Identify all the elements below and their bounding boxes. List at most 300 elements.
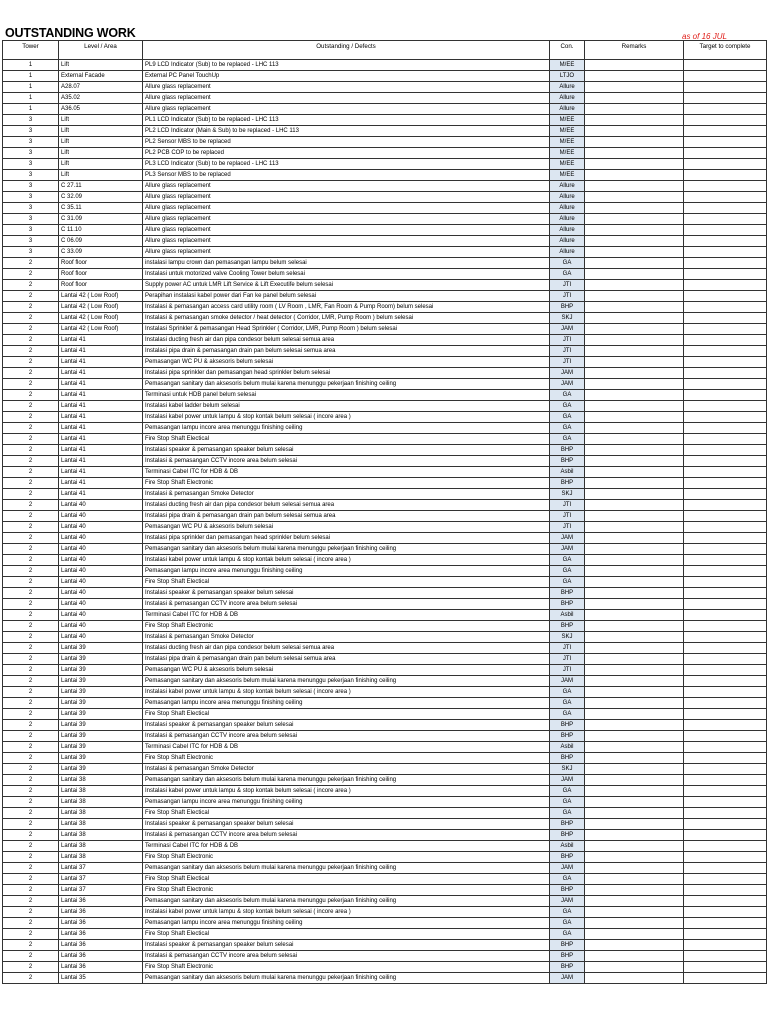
remarks-cell[interactable] (585, 478, 684, 489)
remarks-cell[interactable] (585, 390, 684, 401)
outstanding-cell[interactable]: Perapihan instalasi kabel power dari Fan ke panel belum selesai (143, 291, 550, 302)
tower-cell[interactable]: 2 (3, 929, 59, 940)
tower-cell[interactable]: 2 (3, 764, 59, 775)
level-area-cell[interactable]: Lantai 36 (59, 940, 143, 951)
con-cell[interactable]: LTJO (550, 71, 585, 82)
remarks-cell[interactable] (585, 401, 684, 412)
remarks-cell[interactable] (585, 665, 684, 676)
level-area-cell[interactable]: Lantai 40 (59, 621, 143, 632)
remarks-cell[interactable] (585, 302, 684, 313)
con-cell[interactable]: JTI (550, 522, 585, 533)
tower-cell[interactable]: 2 (3, 544, 59, 555)
con-cell[interactable]: Allure (550, 225, 585, 236)
con-cell[interactable]: GA (550, 269, 585, 280)
target-cell[interactable] (684, 786, 767, 797)
remarks-cell[interactable] (585, 555, 684, 566)
outstanding-cell[interactable]: Instalasi kabel power untuk lampu & stop kontak belum selesai ( incore area ) (143, 412, 550, 423)
tower-cell[interactable]: 2 (3, 621, 59, 632)
remarks-cell[interactable] (585, 511, 684, 522)
level-area-cell[interactable]: Lantai 39 (59, 643, 143, 654)
target-cell[interactable] (684, 192, 767, 203)
target-cell[interactable] (684, 93, 767, 104)
remarks-cell[interactable] (585, 434, 684, 445)
target-cell[interactable] (684, 302, 767, 313)
level-area-cell[interactable]: C 31.09 (59, 214, 143, 225)
tower-cell[interactable]: 2 (3, 511, 59, 522)
con-cell[interactable]: GA (550, 907, 585, 918)
con-cell[interactable]: JAM (550, 368, 585, 379)
outstanding-cell[interactable]: Instalasi & pemasangan CCTV incore area belum selesai (143, 456, 550, 467)
outstanding-cell[interactable]: Fire Stop Shaft Electical (143, 874, 550, 885)
remarks-cell[interactable] (585, 148, 684, 159)
target-cell[interactable] (684, 544, 767, 555)
outstanding-cell[interactable]: Fire Stop Shaft Electical (143, 808, 550, 819)
level-area-cell[interactable]: Lift (59, 126, 143, 137)
con-cell[interactable]: SKJ (550, 632, 585, 643)
level-area-cell[interactable]: Lantai 36 (59, 929, 143, 940)
con-cell[interactable]: GA (550, 434, 585, 445)
tower-cell[interactable]: 3 (3, 214, 59, 225)
tower-cell[interactable]: 2 (3, 698, 59, 709)
level-area-cell[interactable]: Roof floor (59, 280, 143, 291)
tower-cell[interactable]: 1 (3, 104, 59, 115)
target-cell[interactable] (684, 929, 767, 940)
target-cell[interactable] (684, 687, 767, 698)
tower-cell[interactable]: 2 (3, 533, 59, 544)
con-cell[interactable]: GA (550, 698, 585, 709)
con-cell[interactable]: Allure (550, 93, 585, 104)
target-cell[interactable] (684, 357, 767, 368)
target-cell[interactable] (684, 291, 767, 302)
con-cell[interactable]: BHP (550, 445, 585, 456)
target-cell[interactable] (684, 566, 767, 577)
con-cell[interactable]: GA (550, 555, 585, 566)
outstanding-cell[interactable]: Instalasi & pemasangan CCTV incore area belum selesai (143, 951, 550, 962)
con-cell[interactable]: JTI (550, 335, 585, 346)
target-cell[interactable] (684, 412, 767, 423)
tower-cell[interactable]: 2 (3, 918, 59, 929)
outstanding-cell[interactable]: Instalasi & pemasangan access card utility room ( LV Room , LMR, Fan Room & Pump Room) belum selesai (143, 302, 550, 313)
level-area-cell[interactable]: Lantai 41 (59, 434, 143, 445)
tower-cell[interactable]: 2 (3, 291, 59, 302)
con-cell[interactable]: Allure (550, 236, 585, 247)
level-area-cell[interactable]: Lift (59, 60, 143, 71)
tower-cell[interactable]: 2 (3, 720, 59, 731)
outstanding-cell[interactable]: PL2 PCB COP to be replaced (143, 148, 550, 159)
tower-cell[interactable]: 3 (3, 115, 59, 126)
outstanding-cell[interactable]: Fire Stop Shaft Electical (143, 929, 550, 940)
tower-cell[interactable]: 2 (3, 687, 59, 698)
outstanding-cell[interactable]: Instalasi & pemasangan CCTV incore area belum selesai (143, 731, 550, 742)
outstanding-cell[interactable]: Allure glass replacement (143, 214, 550, 225)
tower-cell[interactable]: 2 (3, 588, 59, 599)
tower-cell[interactable]: 2 (3, 456, 59, 467)
tower-cell[interactable]: 2 (3, 489, 59, 500)
tower-cell[interactable]: 2 (3, 390, 59, 401)
target-cell[interactable] (684, 126, 767, 137)
outstanding-cell[interactable]: Fire Stop Shaft Electronic (143, 753, 550, 764)
target-cell[interactable] (684, 533, 767, 544)
tower-cell[interactable]: 2 (3, 885, 59, 896)
level-area-cell[interactable]: Lantai 37 (59, 885, 143, 896)
con-cell[interactable]: JAM (550, 863, 585, 874)
tower-cell[interactable]: 3 (3, 137, 59, 148)
outstanding-cell[interactable]: Pemasangan sanitary dan aksesoris belum mulai karena menunggu pekerjaan finishing ceiling (143, 775, 550, 786)
target-cell[interactable] (684, 379, 767, 390)
level-area-cell[interactable]: Lantai 36 (59, 951, 143, 962)
remarks-cell[interactable] (585, 852, 684, 863)
tower-cell[interactable]: 3 (3, 247, 59, 258)
con-cell[interactable]: BHP (550, 962, 585, 973)
remarks-cell[interactable] (585, 115, 684, 126)
remarks-cell[interactable] (585, 291, 684, 302)
target-cell[interactable] (684, 104, 767, 115)
con-cell[interactable]: M/EE (550, 60, 585, 71)
remarks-cell[interactable] (585, 159, 684, 170)
level-area-cell[interactable]: Lantai 40 (59, 577, 143, 588)
con-cell[interactable]: JAM (550, 324, 585, 335)
level-area-cell[interactable]: Lantai 39 (59, 742, 143, 753)
remarks-cell[interactable] (585, 335, 684, 346)
con-cell[interactable]: GA (550, 918, 585, 929)
tower-cell[interactable]: 2 (3, 258, 59, 269)
level-area-cell[interactable]: Lantai 41 (59, 423, 143, 434)
con-cell[interactable]: Asbil (550, 610, 585, 621)
level-area-cell[interactable]: Lantai 41 (59, 390, 143, 401)
level-area-cell[interactable]: Lift (59, 137, 143, 148)
outstanding-cell[interactable]: Pemasangan sanitary dan aksesoris belum mulai karena menunggu pekerjaan finishing ceiling (143, 896, 550, 907)
con-cell[interactable]: JAM (550, 775, 585, 786)
tower-cell[interactable]: 2 (3, 379, 59, 390)
con-cell[interactable]: JTI (550, 500, 585, 511)
remarks-cell[interactable] (585, 522, 684, 533)
remarks-cell[interactable] (585, 841, 684, 852)
remarks-cell[interactable] (585, 742, 684, 753)
tower-cell[interactable]: 2 (3, 478, 59, 489)
outstanding-cell[interactable]: Instalasi & pemasangan smoke detector / heat detector ( Corridor, LMR, Pump Room ) belum selesai (143, 313, 550, 324)
remarks-cell[interactable] (585, 940, 684, 951)
outstanding-cell[interactable]: Instalasi & pemasangan CCTV incore area belum selesai (143, 599, 550, 610)
con-cell[interactable]: Allure (550, 82, 585, 93)
con-cell[interactable]: Allure (550, 104, 585, 115)
outstanding-cell[interactable]: PL9 LCD Indicator (Sub) to be replaced - LHC 113 (143, 60, 550, 71)
con-cell[interactable]: M/EE (550, 115, 585, 126)
outstanding-cell[interactable]: Instalasi pipa sprinkler dan pemasangan head sprinkler belum selesai (143, 533, 550, 544)
outstanding-cell[interactable]: Supply power AC untuk LMR Lift Service & Lift Executife belum selesai (143, 280, 550, 291)
outstanding-cell[interactable]: Pemasangan WC PU & aksesoris belum selesai (143, 357, 550, 368)
remarks-cell[interactable] (585, 973, 684, 984)
remarks-cell[interactable] (585, 654, 684, 665)
remarks-cell[interactable] (585, 269, 684, 280)
outstanding-cell[interactable]: Instalasi speaker & pemasangan speaker belum selesai (143, 819, 550, 830)
con-cell[interactable]: SKJ (550, 489, 585, 500)
target-cell[interactable] (684, 159, 767, 170)
con-cell[interactable]: JTI (550, 280, 585, 291)
tower-cell[interactable]: 3 (3, 225, 59, 236)
remarks-cell[interactable] (585, 621, 684, 632)
tower-cell[interactable]: 2 (3, 786, 59, 797)
level-area-cell[interactable]: Lift (59, 148, 143, 159)
level-area-cell[interactable]: Lantai 36 (59, 962, 143, 973)
remarks-cell[interactable] (585, 929, 684, 940)
target-cell[interactable] (684, 401, 767, 412)
remarks-cell[interactable] (585, 830, 684, 841)
outstanding-cell[interactable]: Fire Stop Shaft Electronic (143, 621, 550, 632)
target-cell[interactable] (684, 720, 767, 731)
target-cell[interactable] (684, 577, 767, 588)
con-cell[interactable]: JAM (550, 544, 585, 555)
remarks-cell[interactable] (585, 610, 684, 621)
remarks-cell[interactable] (585, 643, 684, 654)
tower-cell[interactable]: 3 (3, 181, 59, 192)
level-area-cell[interactable]: A36.05 (59, 104, 143, 115)
level-area-cell[interactable]: Lantai 36 (59, 918, 143, 929)
outstanding-cell[interactable]: Instalasi kabel power untuk lampu & stop kontak belum selesai ( incore area ) (143, 907, 550, 918)
outstanding-cell[interactable]: Instalasi Sprinkler & pemasangan Head Sprinkler ( Corridor, LMR, Pump Room ) belum selesai (143, 324, 550, 335)
outstanding-cell[interactable]: Fire Stop Shaft Electronic (143, 852, 550, 863)
level-area-cell[interactable]: Roof floor (59, 258, 143, 269)
con-cell[interactable]: Allure (550, 192, 585, 203)
target-cell[interactable] (684, 973, 767, 984)
level-area-cell[interactable]: Lantai 41 (59, 346, 143, 357)
con-cell[interactable]: BHP (550, 599, 585, 610)
target-cell[interactable] (684, 764, 767, 775)
target-cell[interactable] (684, 467, 767, 478)
con-cell[interactable]: GA (550, 786, 585, 797)
tower-cell[interactable]: 3 (3, 236, 59, 247)
remarks-cell[interactable] (585, 214, 684, 225)
outstanding-cell[interactable]: Instalasi pipa sprinkler dan pemasangan head sprinkler belum selesai (143, 368, 550, 379)
con-cell[interactable]: Asbil (550, 467, 585, 478)
remarks-cell[interactable] (585, 467, 684, 478)
con-cell[interactable]: GA (550, 258, 585, 269)
remarks-cell[interactable] (585, 786, 684, 797)
outstanding-cell[interactable]: instalasi lampu crown dan pemasangan lampu belum selesai (143, 258, 550, 269)
target-cell[interactable] (684, 874, 767, 885)
outstanding-cell[interactable]: Pemasangan sanitary dan aksesoris belum mulai karena menunggu pekerjaan finishing ceiling (143, 544, 550, 555)
con-cell[interactable]: M/EE (550, 126, 585, 137)
level-area-cell[interactable]: Lantai 39 (59, 764, 143, 775)
outstanding-cell[interactable]: Instalasi & pemasangan CCTV incore area belum selesai (143, 830, 550, 841)
tower-cell[interactable]: 2 (3, 368, 59, 379)
target-cell[interactable] (684, 852, 767, 863)
remarks-cell[interactable] (585, 346, 684, 357)
tower-cell[interactable]: 1 (3, 93, 59, 104)
outstanding-cell[interactable]: Pemasangan lampu incore area menunggu finishing ceiling (143, 698, 550, 709)
tower-cell[interactable]: 2 (3, 412, 59, 423)
tower-cell[interactable]: 3 (3, 170, 59, 181)
target-cell[interactable] (684, 643, 767, 654)
remarks-cell[interactable] (585, 797, 684, 808)
con-cell[interactable]: BHP (550, 852, 585, 863)
remarks-cell[interactable] (585, 731, 684, 742)
target-cell[interactable] (684, 148, 767, 159)
target-cell[interactable] (684, 236, 767, 247)
level-area-cell[interactable]: Lantai 40 (59, 610, 143, 621)
outstanding-cell[interactable]: PL3 Sensor MBS to be replaced (143, 170, 550, 181)
level-area-cell[interactable]: Lantai 40 (59, 566, 143, 577)
target-cell[interactable] (684, 709, 767, 720)
con-cell[interactable]: GA (550, 401, 585, 412)
outstanding-cell[interactable]: Allure glass replacement (143, 93, 550, 104)
level-area-cell[interactable]: Lantai 38 (59, 830, 143, 841)
level-area-cell[interactable]: Lantai 41 (59, 456, 143, 467)
level-area-cell[interactable]: Lantai 40 (59, 544, 143, 555)
remarks-cell[interactable] (585, 423, 684, 434)
level-area-cell[interactable]: Lantai 37 (59, 874, 143, 885)
tower-cell[interactable]: 2 (3, 940, 59, 951)
tower-cell[interactable]: 2 (3, 610, 59, 621)
level-area-cell[interactable]: Lantai 40 (59, 555, 143, 566)
tower-cell[interactable]: 2 (3, 335, 59, 346)
con-cell[interactable]: BHP (550, 456, 585, 467)
con-cell[interactable]: BHP (550, 302, 585, 313)
tower-cell[interactable]: 2 (3, 753, 59, 764)
con-cell[interactable]: GA (550, 929, 585, 940)
outstanding-cell[interactable]: Instalasi ducting fresh air dan pipa condesor belum selesai semua area (143, 335, 550, 346)
level-area-cell[interactable]: Lantai 41 (59, 401, 143, 412)
tower-cell[interactable]: 3 (3, 148, 59, 159)
tower-cell[interactable]: 3 (3, 203, 59, 214)
remarks-cell[interactable] (585, 720, 684, 731)
tower-cell[interactable]: 2 (3, 654, 59, 665)
remarks-cell[interactable] (585, 885, 684, 896)
tower-cell[interactable]: 2 (3, 324, 59, 335)
outstanding-cell[interactable]: Instalasi kabel power untuk lampu & stop kontak belum selesai ( incore area ) (143, 555, 550, 566)
level-area-cell[interactable]: Lantai 41 (59, 357, 143, 368)
remarks-cell[interactable] (585, 203, 684, 214)
tower-cell[interactable]: 2 (3, 852, 59, 863)
tower-cell[interactable]: 2 (3, 951, 59, 962)
target-cell[interactable] (684, 863, 767, 874)
remarks-cell[interactable] (585, 181, 684, 192)
tower-cell[interactable]: 2 (3, 401, 59, 412)
tower-cell[interactable]: 1 (3, 71, 59, 82)
outstanding-cell[interactable]: Instalasi pipa drain & pemasangan drain pan belum selesai semua area (143, 511, 550, 522)
target-cell[interactable] (684, 610, 767, 621)
con-cell[interactable]: GA (550, 709, 585, 720)
con-cell[interactable]: BHP (550, 819, 585, 830)
con-cell[interactable]: JAM (550, 973, 585, 984)
tower-cell[interactable]: 2 (3, 599, 59, 610)
level-area-cell[interactable]: Lantai 41 (59, 368, 143, 379)
target-cell[interactable] (684, 269, 767, 280)
target-cell[interactable] (684, 676, 767, 687)
target-cell[interactable] (684, 500, 767, 511)
tower-cell[interactable]: 2 (3, 313, 59, 324)
target-cell[interactable] (684, 203, 767, 214)
level-area-cell[interactable]: Lantai 40 (59, 599, 143, 610)
level-area-cell[interactable]: Lantai 38 (59, 786, 143, 797)
remarks-cell[interactable] (585, 170, 684, 181)
level-area-cell[interactable]: Lantai 40 (59, 522, 143, 533)
con-cell[interactable]: JAM (550, 379, 585, 390)
outstanding-cell[interactable]: Instalasi untuk motorized valve Cooling Tower belum selesai (143, 269, 550, 280)
remarks-cell[interactable] (585, 313, 684, 324)
con-cell[interactable]: JTI (550, 665, 585, 676)
con-cell[interactable]: SKJ (550, 313, 585, 324)
con-cell[interactable]: BHP (550, 621, 585, 632)
con-cell[interactable]: JTI (550, 511, 585, 522)
target-cell[interactable] (684, 368, 767, 379)
outstanding-cell[interactable]: Allure glass replacement (143, 104, 550, 115)
con-cell[interactable]: Allure (550, 181, 585, 192)
remarks-cell[interactable] (585, 368, 684, 379)
target-cell[interactable] (684, 390, 767, 401)
remarks-cell[interactable] (585, 896, 684, 907)
level-area-cell[interactable]: Lantai 40 (59, 500, 143, 511)
outstanding-cell[interactable]: Instalasi ducting fresh air dan pipa condesor belum selesai semua area (143, 500, 550, 511)
outstanding-cell[interactable]: Fire Stop Shaft Electronic (143, 478, 550, 489)
remarks-cell[interactable] (585, 753, 684, 764)
outstanding-cell[interactable]: Allure glass replacement (143, 82, 550, 93)
tower-cell[interactable]: 2 (3, 676, 59, 687)
tower-cell[interactable]: 3 (3, 159, 59, 170)
level-area-cell[interactable]: Lantai 41 (59, 445, 143, 456)
tower-cell[interactable]: 2 (3, 896, 59, 907)
target-cell[interactable] (684, 808, 767, 819)
con-cell[interactable]: BHP (550, 753, 585, 764)
tower-cell[interactable]: 2 (3, 522, 59, 533)
outstanding-cell[interactable]: Instalasi speaker & pemasangan speaker belum selesai (143, 720, 550, 731)
outstanding-cell[interactable]: Pemasangan WC PU & aksesoris belum selesai (143, 522, 550, 533)
con-cell[interactable]: GA (550, 566, 585, 577)
tower-cell[interactable]: 1 (3, 60, 59, 71)
outstanding-cell[interactable]: PL1 LCD Indicator (Sub) to be replaced - LHC 113 (143, 115, 550, 126)
target-cell[interactable] (684, 742, 767, 753)
con-cell[interactable]: M/EE (550, 170, 585, 181)
outstanding-cell[interactable]: Instalasi & pemasangan Smoke Detector (143, 764, 550, 775)
outstanding-cell[interactable]: Terminasi Cabel ITC for HDB & DB (143, 742, 550, 753)
con-cell[interactable]: JAM (550, 533, 585, 544)
outstanding-cell[interactable]: Pemasangan sanitary dan aksesoris belum mulai karena menunggu pekerjaan finishing ceiling (143, 676, 550, 687)
remarks-cell[interactable] (585, 137, 684, 148)
outstanding-cell[interactable]: Terminasi Cabel ITC for HDB & DB (143, 841, 550, 852)
remarks-cell[interactable] (585, 126, 684, 137)
remarks-cell[interactable] (585, 489, 684, 500)
con-cell[interactable]: JTI (550, 643, 585, 654)
remarks-cell[interactable] (585, 709, 684, 720)
tower-cell[interactable]: 2 (3, 643, 59, 654)
remarks-cell[interactable] (585, 82, 684, 93)
target-cell[interactable] (684, 654, 767, 665)
outstanding-cell[interactable]: Fire Stop Shaft Electical (143, 709, 550, 720)
target-cell[interactable] (684, 753, 767, 764)
target-cell[interactable] (684, 214, 767, 225)
outstanding-cell[interactable]: Fire Stop Shaft Electronic (143, 962, 550, 973)
remarks-cell[interactable] (585, 192, 684, 203)
target-cell[interactable] (684, 962, 767, 973)
outstanding-cell[interactable]: Allure glass replacement (143, 181, 550, 192)
con-cell[interactable]: M/EE (550, 159, 585, 170)
level-area-cell[interactable]: C 32.09 (59, 192, 143, 203)
target-cell[interactable] (684, 621, 767, 632)
con-cell[interactable]: GA (550, 797, 585, 808)
outstanding-cell[interactable]: Terminasi untuk HDB panel belum selesai (143, 390, 550, 401)
tower-cell[interactable]: 2 (3, 423, 59, 434)
target-cell[interactable] (684, 511, 767, 522)
level-area-cell[interactable]: C 33.09 (59, 247, 143, 258)
level-area-cell[interactable]: Lantai 42 ( Low Roof) (59, 302, 143, 313)
level-area-cell[interactable]: Lantai 40 (59, 533, 143, 544)
level-area-cell[interactable]: Lantai 39 (59, 709, 143, 720)
outstanding-cell[interactable]: Allure glass replacement (143, 192, 550, 203)
level-area-cell[interactable]: Lantai 38 (59, 797, 143, 808)
remarks-cell[interactable] (585, 445, 684, 456)
tower-cell[interactable]: 2 (3, 665, 59, 676)
con-cell[interactable]: BHP (550, 720, 585, 731)
target-cell[interactable] (684, 665, 767, 676)
